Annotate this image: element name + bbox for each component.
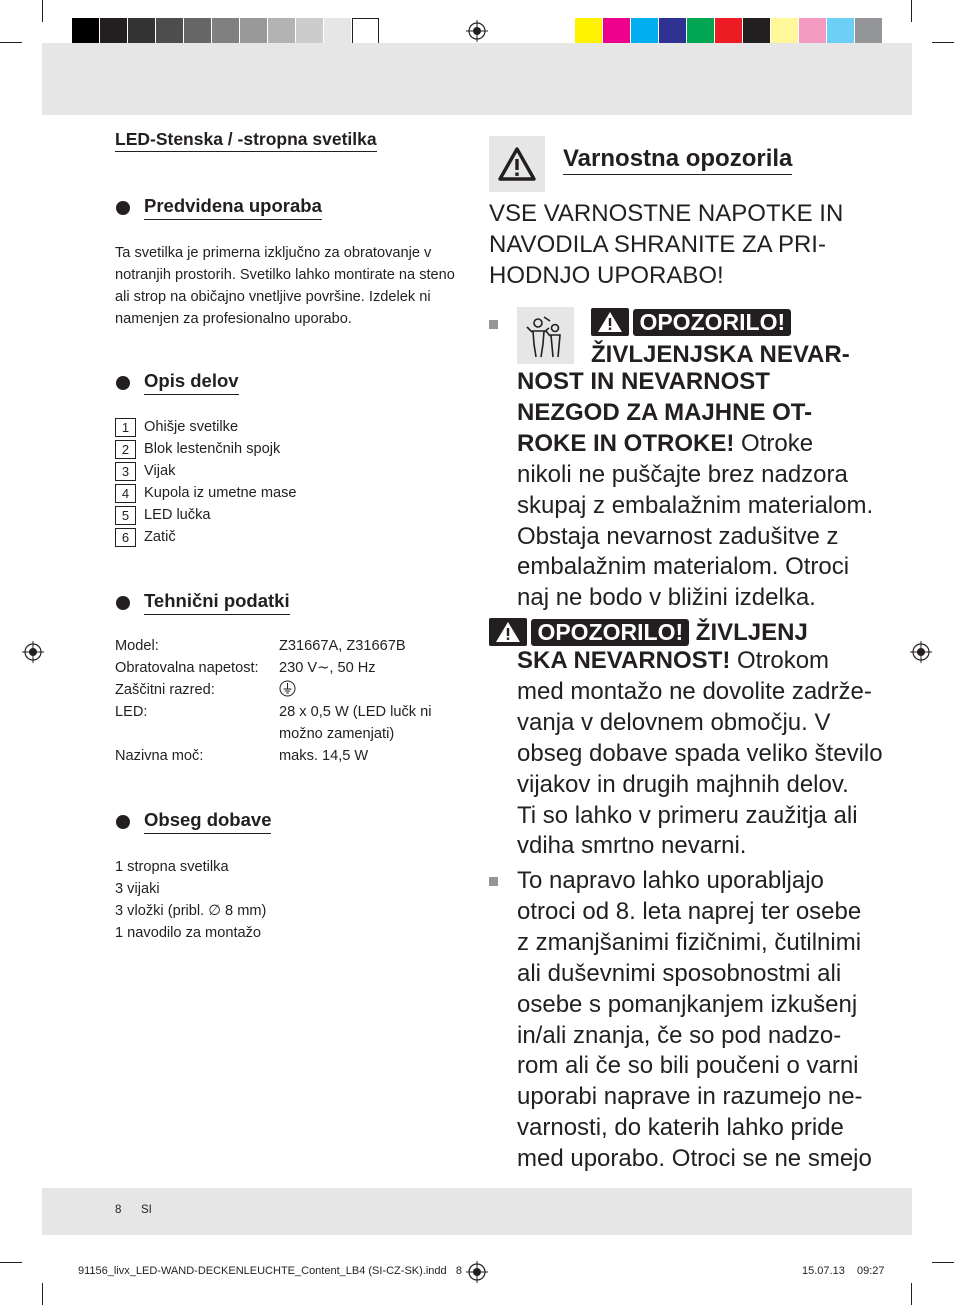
part-label: Ohišje svetilke [144,419,239,435]
language-code: SI [141,1204,152,1216]
list-item [115,504,297,526]
color-swatch [659,18,686,46]
color-swatch [631,18,658,46]
warning-triangle-icon [489,136,545,192]
tech-value: možno zamenjati) [279,726,395,742]
list-item [115,438,297,460]
tech-value: Z31667A, Z31667B [279,638,406,654]
slug-file: 91156_livx_LED-WAND-DECKENLEUCHTE_Content_LB4 (SI-CZ-SK).indd 8 [78,1265,462,1277]
warning-triangle-icon [489,618,527,646]
part-number: 5 [115,506,136,525]
footer-band [42,1188,912,1235]
section-bullet [116,815,130,829]
warning-triangle-icon [591,308,629,336]
warning-label: OPOZORILO! [633,309,791,336]
color-swatch [715,18,742,46]
warning-1-text: NOST IN NEVARNOST NEZGOD ZA MAJHNE OT- ROKE IN OTROKE! Otroke nikoli ne puščajte brez nadzora skupaj z embalažnim materialom. Obstaja nevarnost zadušitve z embalažnim materialom. Otroci naj ne bodo v bližini izdelka. [517,368,874,612]
list-item [115,460,297,482]
list-item: 1 stropna svetilka [115,859,229,875]
section-title-delivery: Obseg dobave [144,809,271,834]
part-label: LED lučka [144,507,211,523]
slug-time: 09:27 [857,1265,885,1277]
children-warning-icon [517,307,574,364]
color-swatch [687,18,714,46]
intended-use-text: Ta svetilka je primerna izključno za obratovanje v notranjih prostorih. Svetilko lahko montirate na steno ali strop na običajno vnetljive površine. Izdelek ni namenjen za profesionalno uporabo. [115,245,455,327]
tech-value: 28 x 0,5 W (LED lučk ni [279,704,432,720]
tech-label: LED: [115,704,148,720]
section-bullet [116,596,130,610]
warning-label: OPOZORILO! [531,619,689,646]
registration-mark-icon [910,641,932,663]
part-number: 2 [115,440,136,459]
list-item: 3 vijaki [115,881,160,897]
grey-swatch [128,18,155,46]
grey-swatch [212,18,239,46]
color-swatch [603,18,630,46]
color-swatch [855,18,882,46]
page-number: 8 [115,1204,122,1216]
registration-mark-icon [466,1261,488,1283]
color-swatch [799,18,826,46]
tech-value: maks. 14,5 W [279,748,369,764]
tech-label: Obratovalna napetost: [115,660,259,676]
list-item: 1 navodilo za montažo [115,925,262,941]
section-title-tech: Tehnični podatki [144,590,290,615]
grey-swatch [72,18,99,46]
header-band [42,43,912,115]
color-swatch [743,18,770,46]
grey-swatch [324,18,351,46]
grey-swatch [240,18,267,46]
list-item [115,416,297,438]
tech-label: Model: [115,638,159,654]
slug-date: 15.07.13 [802,1265,845,1277]
warning-header-1 [591,308,791,336]
delivery-list [115,856,266,944]
tech-label: Nazivna moč: [115,748,204,764]
page-title: LED-Stenska / -stropna svetilka [115,129,377,152]
grey-swatch [184,18,211,46]
registration-mark-icon [22,641,44,663]
part-number: 4 [115,484,136,503]
part-label: Blok lestenčnih spojk [144,441,281,457]
square-bullet [489,877,498,886]
list-item [115,482,297,504]
grey-swatch [156,18,183,46]
color-swatch [771,18,798,46]
section-bullet [116,201,130,215]
section-title-parts: Opis delov [144,370,239,395]
parts-list [115,416,297,548]
section-title-safety: Varnostna opozorila [563,145,792,175]
tech-value: 230 V∼, 50 Hz [279,660,376,676]
part-number: 1 [115,418,136,437]
grey-swatch [352,18,379,46]
grey-swatch [100,18,127,46]
grey-swatch [268,18,295,46]
part-label: Vijak [144,463,176,479]
part-number: 6 [115,528,136,547]
section-title-intended-use: Predvidena uporaba [144,195,322,220]
children-use-text: To napravo lahko uporabljajo otroci od 8. leta naprej ter osebe z zmanjšanimi fizičnimi, čutilnimi ali duševnimi sposobnostmi ali osebe s pomanjkanjem izkušenj in/ali znanja, če so pod nadzo- rom ali če so bili poučeni o varni uporabi naprave in razumejo ne- varnosti, do katerih lahko pride med uporabo. Otroci se ne smejo [517,867,872,1173]
color-swatch [575,18,602,46]
warning-2-text: SKA NEVARNOST! Otrokom med montažo ne dovolite zadrže- vanja v delovnem območju. V obseg dobave spada veliko število vijakov in drugih majhnih delov. Ti so lahko v primeru zaužitja ali vdiha smrtno nevarni. [517,647,883,860]
section-bullet [116,376,130,390]
warning-header-2: OPOZORILO! ŽIVLJENJ [489,617,808,648]
warning-1-heading: ŽIVLJENJSKA NEVAR- [591,341,850,368]
grey-swatch [296,18,323,46]
keep-instructions-notice: VSE VARNOSTNE NAPOTKE IN NAVODILA SHRANITE ZA PRI- HODNJO UPORABO! [489,200,844,289]
square-bullet [489,320,498,329]
part-number: 3 [115,462,136,481]
list-item: 3 vložki (pribl. ∅ 8 mm) [115,903,267,919]
part-label: Zatič [144,529,176,545]
list-item [115,526,297,548]
earth-ground-icon [279,679,296,701]
tech-label: Zaščitni razred: [115,682,215,698]
color-swatch [827,18,854,46]
registration-mark-icon [466,20,488,42]
part-label: Kupola iz umetne mase [144,485,297,501]
